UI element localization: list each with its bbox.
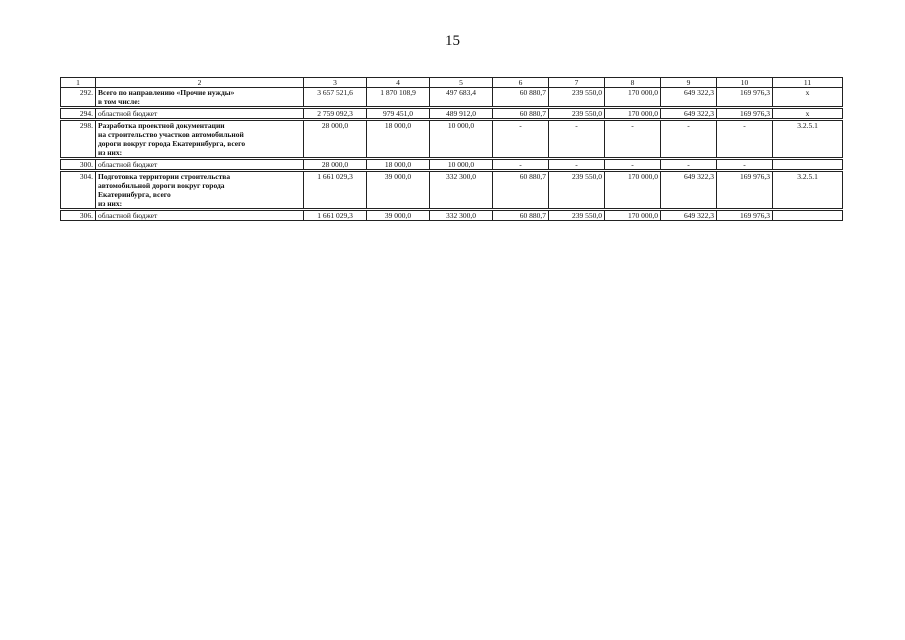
row-code bbox=[773, 211, 843, 221]
column-header: 10 bbox=[717, 78, 773, 88]
value-cell: 489 912,0 bbox=[430, 109, 493, 119]
value-cell: 239 550,0 bbox=[549, 109, 605, 119]
table-body bbox=[61, 78, 843, 221]
value-cell: 39 000,0 bbox=[367, 211, 430, 221]
row-index: 300. bbox=[61, 160, 96, 170]
row-index: 298. bbox=[61, 121, 96, 158]
table-row bbox=[61, 121, 843, 158]
table-row bbox=[61, 160, 843, 170]
column-header: 4 bbox=[367, 78, 430, 88]
value-cell: 170 000,0 bbox=[605, 211, 661, 221]
value-cell: 169 976,3 bbox=[717, 88, 773, 107]
row-code bbox=[773, 160, 843, 170]
value-cell: 18 000,0 bbox=[367, 121, 430, 158]
column-header: 6 bbox=[493, 78, 549, 88]
value-cell: 332 300,0 bbox=[430, 211, 493, 221]
row-name: Всего по направлению «Прочие нужды» в том числе: bbox=[96, 88, 304, 107]
value-cell: 979 451,0 bbox=[367, 109, 430, 119]
row-name: Подготовка территории строительства автомобильной дороги вокруг города Екатеринбурга, всего из них: bbox=[96, 172, 304, 209]
value-cell: - bbox=[549, 121, 605, 158]
value-cell: 170 000,0 bbox=[605, 88, 661, 107]
row-name: областной бюджет bbox=[96, 211, 304, 221]
value-cell: - bbox=[605, 160, 661, 170]
value-cell: - bbox=[549, 160, 605, 170]
value-cell: 239 550,0 bbox=[549, 172, 605, 209]
row-code: 3.2.5.1 bbox=[773, 121, 843, 158]
value-cell: 1 661 029,3 bbox=[304, 172, 367, 209]
value-cell: 649 322,3 bbox=[661, 109, 717, 119]
row-name: областной бюджет bbox=[96, 160, 304, 170]
value-cell: 1 661 029,3 bbox=[304, 211, 367, 221]
value-cell: 2 759 092,3 bbox=[304, 109, 367, 119]
value-cell: 28 000,0 bbox=[304, 160, 367, 170]
value-cell: - bbox=[661, 160, 717, 170]
value-cell: 60 880,7 bbox=[493, 172, 549, 209]
value-cell: 239 550,0 bbox=[549, 211, 605, 221]
value-cell: 10 000,0 bbox=[430, 160, 493, 170]
value-cell: 239 550,0 bbox=[549, 88, 605, 107]
column-header: 9 bbox=[661, 78, 717, 88]
value-cell: 497 683,4 bbox=[430, 88, 493, 107]
row-index: 294. bbox=[61, 109, 96, 119]
value-cell: 169 976,3 bbox=[717, 211, 773, 221]
row-index: 306. bbox=[61, 211, 96, 221]
column-header: 3 bbox=[304, 78, 367, 88]
value-cell: 60 880,7 bbox=[493, 88, 549, 107]
value-cell: 10 000,0 bbox=[430, 121, 493, 158]
column-number-row bbox=[61, 78, 843, 88]
value-cell: 170 000,0 bbox=[605, 172, 661, 209]
value-cell: 170 000,0 bbox=[605, 109, 661, 119]
value-cell: 60 880,7 bbox=[493, 211, 549, 221]
value-cell: 39 000,0 bbox=[367, 172, 430, 209]
column-header: 7 bbox=[549, 78, 605, 88]
page-number: 15 bbox=[445, 33, 460, 49]
value-cell: - bbox=[661, 121, 717, 158]
budget-table bbox=[60, 77, 843, 221]
row-name: Разработка проектной документации на строительство участков автомобильной дороги вокруг города Екатеринбурга, всего из них: bbox=[96, 121, 304, 158]
row-index: 292. bbox=[61, 88, 96, 107]
value-cell: 649 322,3 bbox=[661, 88, 717, 107]
value-cell: - bbox=[493, 121, 549, 158]
table-row bbox=[61, 211, 843, 221]
value-cell: 60 880,7 bbox=[493, 109, 549, 119]
table-row bbox=[61, 109, 843, 119]
value-cell: 18 000,0 bbox=[367, 160, 430, 170]
column-header: 1 bbox=[61, 78, 96, 88]
row-code: 3.2.5.1 bbox=[773, 172, 843, 209]
table-row bbox=[61, 88, 843, 107]
row-code: х bbox=[773, 109, 843, 119]
value-cell: 169 976,3 bbox=[717, 172, 773, 209]
row-name: областной бюджет bbox=[96, 109, 304, 119]
column-header: 2 bbox=[96, 78, 304, 88]
column-header: 11 bbox=[773, 78, 843, 88]
table-row bbox=[61, 172, 843, 209]
row-code: х bbox=[773, 88, 843, 107]
value-cell: 3 657 521,6 bbox=[304, 88, 367, 107]
value-cell: 28 000,0 bbox=[304, 121, 367, 158]
value-cell: 169 976,3 bbox=[717, 109, 773, 119]
value-cell: 332 300,0 bbox=[430, 172, 493, 209]
value-cell: - bbox=[717, 121, 773, 158]
value-cell: 649 322,3 bbox=[661, 211, 717, 221]
column-header: 5 bbox=[430, 78, 493, 88]
column-header: 8 bbox=[605, 78, 661, 88]
row-index: 304. bbox=[61, 172, 96, 209]
value-cell: - bbox=[605, 121, 661, 158]
value-cell: 649 322,3 bbox=[661, 172, 717, 209]
value-cell: 1 870 108,9 bbox=[367, 88, 430, 107]
value-cell: - bbox=[717, 160, 773, 170]
value-cell: - bbox=[493, 160, 549, 170]
